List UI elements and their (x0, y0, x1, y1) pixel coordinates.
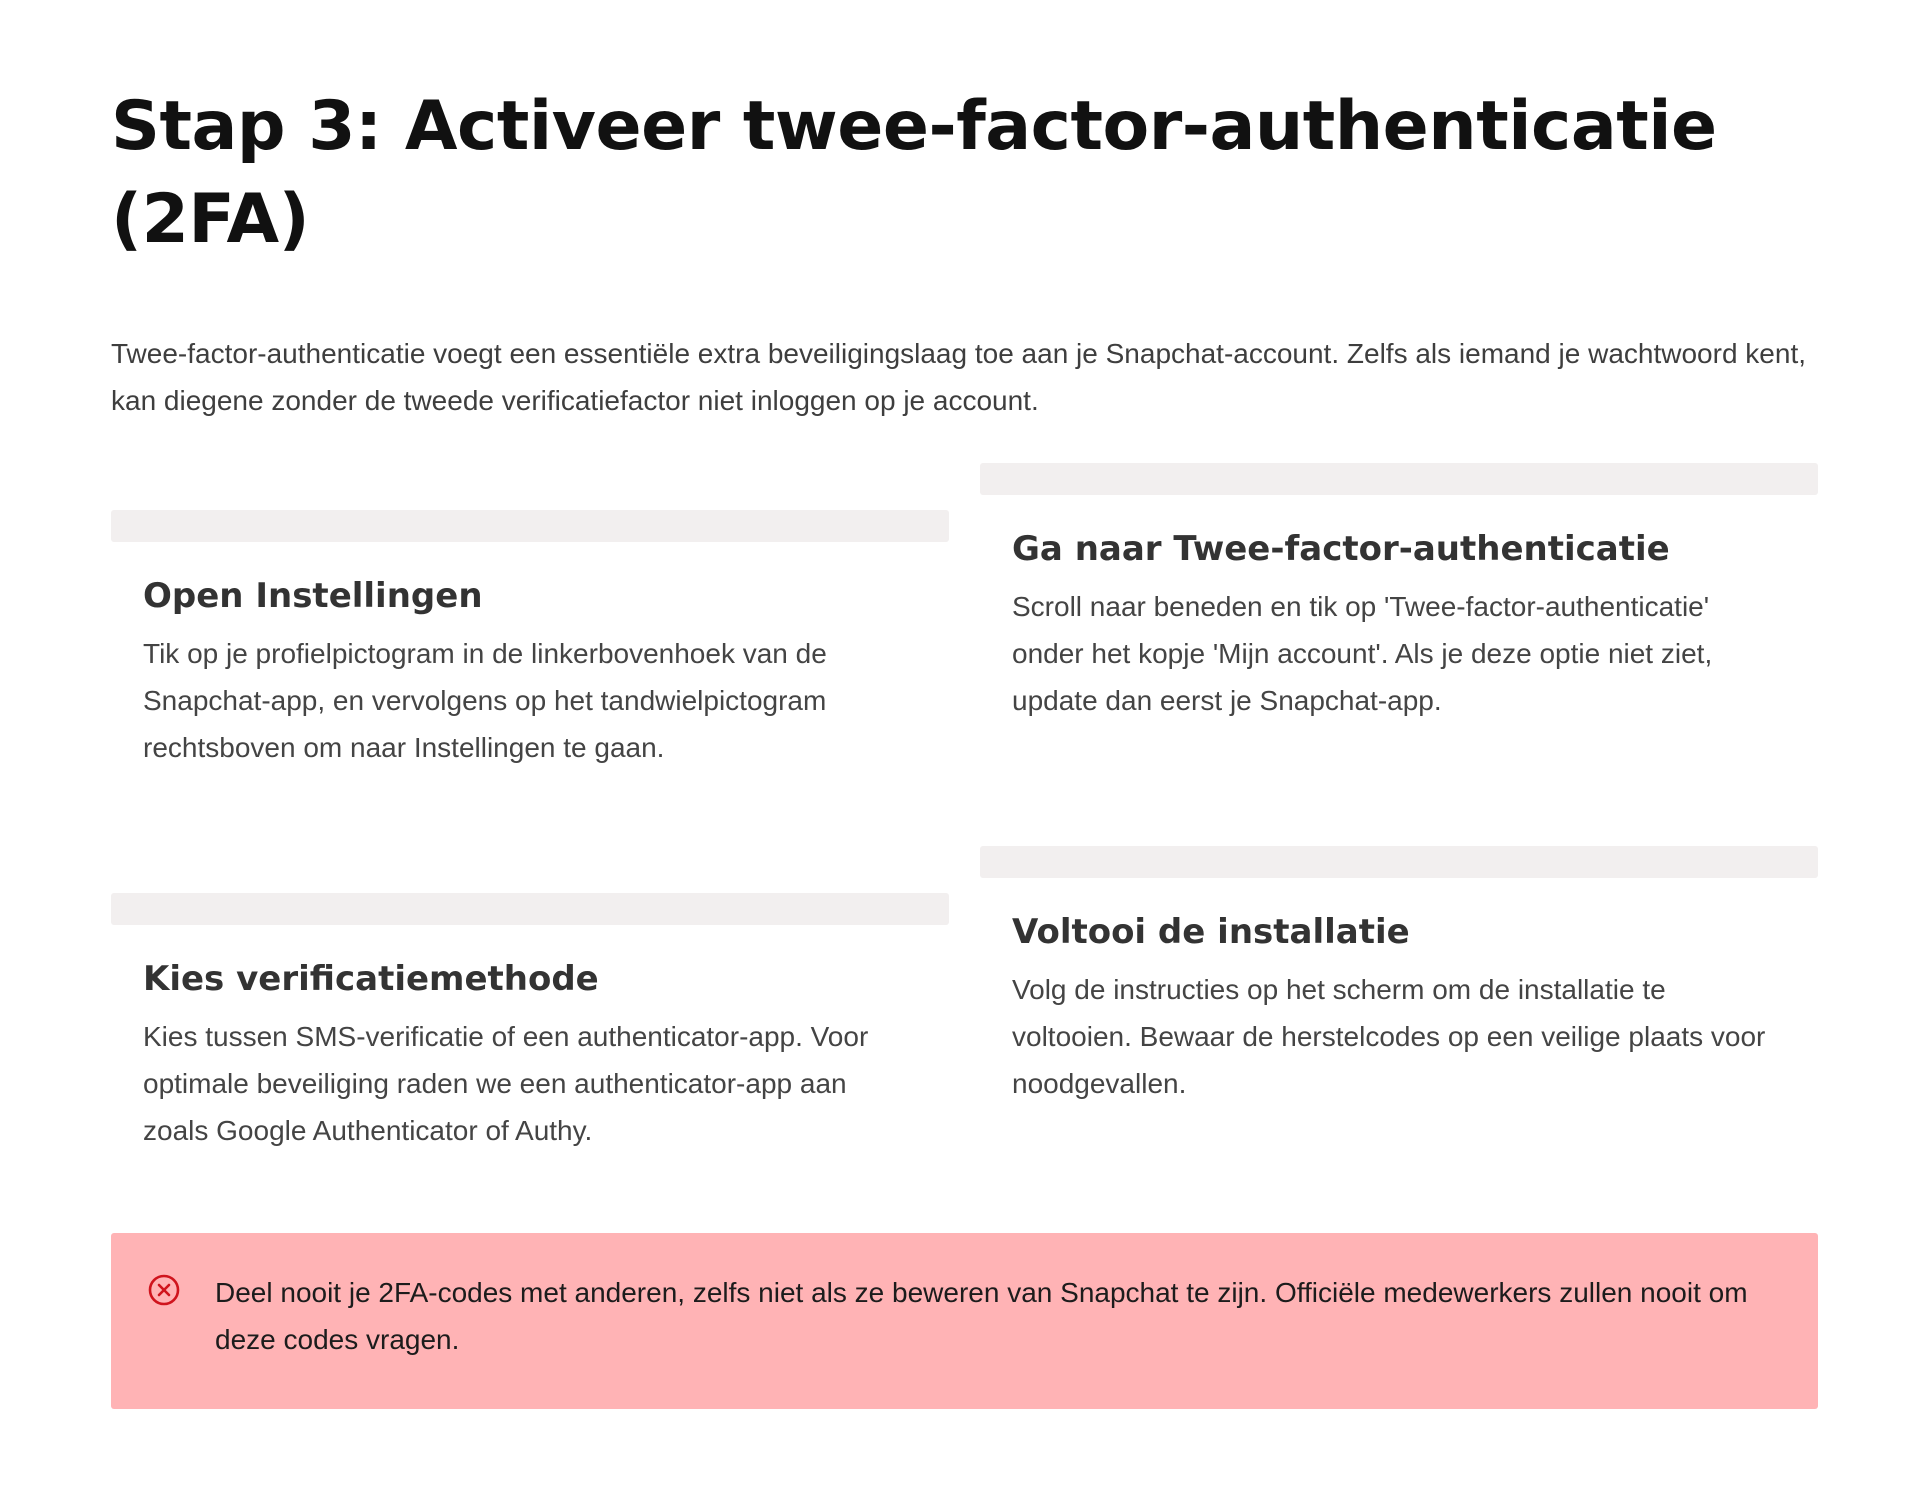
step-card-header-bar (111, 510, 949, 542)
content (111, 80, 1818, 1355)
step-card-header-bar (111, 893, 949, 925)
step-title: Kies verificatiemethode (143, 959, 599, 999)
warning-alert (111, 1233, 1818, 1409)
step-title: Open Instellingen (143, 576, 483, 616)
step-card-choose-method (111, 893, 949, 1154)
circle-x-icon (147, 1273, 181, 1307)
step-description: Scroll naar beneden en tik op 'Twee-factor-authenticatie' onder het kopje 'Mijn account'. Als je deze optie niet ziet, update dan eerst je Snapchat-app. (1012, 591, 1713, 716)
step-card-header-bar (980, 463, 1818, 495)
step-title: Ga naar Twee-factor-authenticatie (1012, 529, 1670, 569)
step-title: Voltooi de installatie (1012, 912, 1410, 952)
intro-text: Twee-factor-authenticatie voegt een essentiële extra beveiligingslaag toe aan je Snapchat-account. Zelfs als iemand je wachtwoord kent, kan diegene zonder de tweede verificatiefactor niet inloggen op je account. (111, 338, 1806, 416)
step-card-header-bar (980, 846, 1818, 878)
step-card-complete-setup (980, 846, 1818, 1107)
step-description: Kies tussen SMS-verificatie of een authenticator-app. Voor optimale beveiliging raden we een authenticator-app aan zoals Google Authenticator of Authy. (143, 1021, 869, 1146)
step-description: Volg de instructies op het scherm om de installatie te voltooien. Bewaar de herstelcodes op een veilige plaats voor noodgevallen. (1012, 974, 1766, 1099)
step-card-open-settings (111, 510, 949, 771)
step-card-go-to-2fa (980, 463, 1818, 724)
page-title: Stap 3: Activeer twee-factor-authenticatie (2FA) (111, 87, 1717, 259)
step-description: Tik op je profielpictogram in de linkerbovenhoek van de Snapchat-app, en vervolgens op het tandwielpictogram rechtsboven om naar Instellingen te gaan. (143, 638, 827, 763)
warning-text: Deel nooit je 2FA-codes met anderen, zelfs niet als ze beweren van Snapchat te zijn. Officiële medewerkers zullen nooit om deze codes vragen. (215, 1277, 1748, 1355)
